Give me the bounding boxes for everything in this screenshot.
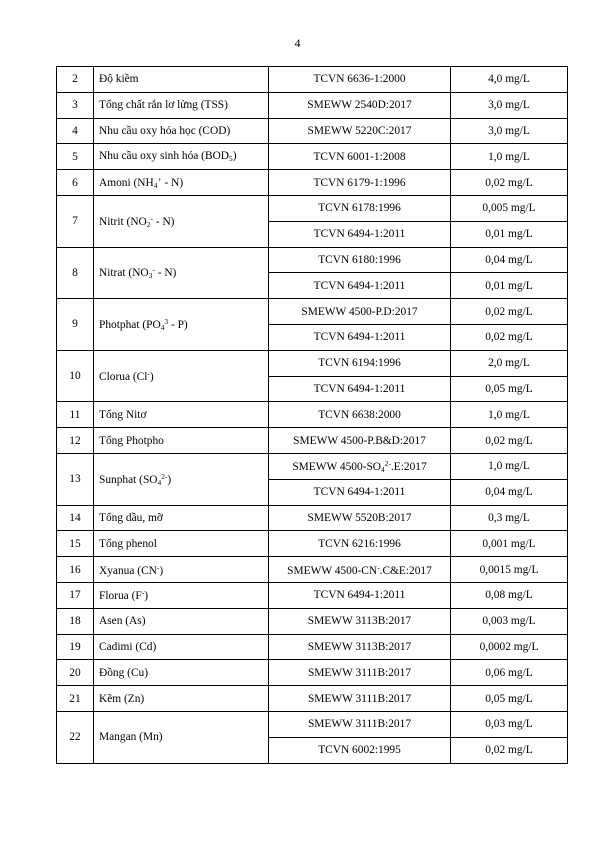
test-method: TCVN 6494-1:2011 bbox=[269, 479, 451, 505]
detection-limit: 0,01 mg/L bbox=[451, 273, 568, 299]
detection-limit: 2,0 mg/L bbox=[451, 350, 568, 376]
test-method: TCVN 6494-1:2011 bbox=[269, 376, 451, 402]
test-method: SMEWW 3111B:2017 bbox=[269, 711, 451, 737]
table-row bbox=[57, 299, 568, 325]
test-method: SMEWW $4500-SO_4^{2-}.E:2017$ bbox=[269, 453, 451, 479]
test-method: SMEWW 3111B:2017 bbox=[269, 686, 451, 712]
page-number: 4 bbox=[294, 36, 301, 50]
parameter-name: Clorua (Cl-) bbox=[94, 350, 269, 402]
row-number: 19 bbox=[57, 634, 94, 660]
test-method: TCVN 6216:1996 bbox=[269, 531, 451, 557]
parameter-name: Kẽm (Zn) bbox=[94, 686, 269, 712]
test-method: TCVN 6180:1996 bbox=[269, 247, 451, 273]
row-number: 21 bbox=[57, 686, 94, 712]
test-method: TCVN 6494-1:2011 bbox=[269, 273, 451, 299]
test-method: SMEWW 4500-P.D:2017 bbox=[269, 299, 451, 325]
detection-limit: 0,02 mg/L bbox=[451, 170, 568, 196]
test-method: SMEWW 5220C:2017 bbox=[269, 118, 451, 144]
row-number: 18 bbox=[57, 608, 94, 634]
row-number: 15 bbox=[57, 531, 94, 557]
row-number: 20 bbox=[57, 660, 94, 686]
row-number: 11 bbox=[57, 402, 94, 428]
table-row bbox=[57, 686, 568, 712]
test-method: SMEWW 4500-CN-.C&E:2017 bbox=[269, 557, 451, 583]
table-row bbox=[57, 92, 568, 118]
test-method: TCVN 6494-1:2011 bbox=[269, 582, 451, 608]
parameter-name: Nhu cầu oxy hóa học (COD) bbox=[94, 118, 269, 144]
detection-limit: 0,05 mg/L bbox=[451, 686, 568, 712]
detection-limit: 3,0 mg/L bbox=[451, 118, 568, 144]
table-row bbox=[57, 634, 568, 660]
test-method: TCVN 6194:1996 bbox=[269, 350, 451, 376]
detection-limit: 1,0 mg/L bbox=[451, 453, 568, 479]
detection-limit: 0,04 mg/L bbox=[451, 247, 568, 273]
test-method: SMEWW 3111B:2017 bbox=[269, 660, 451, 686]
table-row bbox=[57, 247, 568, 273]
parameter-name: Tổng phenol bbox=[94, 531, 269, 557]
parameter-name: Nitrit $(NO_2^- - N)$ bbox=[94, 195, 269, 247]
row-number: 12 bbox=[57, 428, 94, 454]
row-number: 17 bbox=[57, 582, 94, 608]
row-number: 16 bbox=[57, 557, 94, 583]
test-method: SMEWW 3113B:2017 bbox=[269, 608, 451, 634]
test-method: TCVN 6179-1:1996 bbox=[269, 170, 451, 196]
test-method: TCVN 6001-1:2008 bbox=[269, 144, 451, 170]
parameter-name: Sunphat $(SO_4^{2-})$ bbox=[94, 453, 269, 505]
table-row bbox=[57, 144, 568, 170]
row-number: 5 bbox=[57, 144, 94, 170]
table-row bbox=[57, 402, 568, 428]
test-method: SMEWW 2540D:2017 bbox=[269, 92, 451, 118]
detection-limit: 0,02 mg/L bbox=[451, 299, 568, 325]
test-method: TCVN 6636-1:2000 bbox=[269, 67, 451, 93]
row-number: 2 bbox=[57, 67, 94, 93]
parameter-name: Tổng dầu, mỡ bbox=[94, 505, 269, 531]
row-number: 6 bbox=[57, 170, 94, 196]
row-number: 8 bbox=[57, 247, 94, 299]
table-row bbox=[57, 660, 568, 686]
detection-limit: 3,0 mg/L bbox=[451, 92, 568, 118]
test-method: TCVN 6494-1:2011 bbox=[269, 324, 451, 350]
parameter-name: Florua (F-) bbox=[94, 582, 269, 608]
detection-limit: 0,003 mg/L bbox=[451, 608, 568, 634]
row-number: 22 bbox=[57, 711, 94, 763]
parameter-name: Photphat $(PO_4^3 - P)$ bbox=[94, 299, 269, 351]
detection-limit: 0,03 mg/L bbox=[451, 711, 568, 737]
table-row bbox=[57, 170, 568, 196]
table-row bbox=[57, 67, 568, 93]
test-method: TCVN 6002:1995 bbox=[269, 737, 451, 763]
row-number: 10 bbox=[57, 350, 94, 402]
row-number: 4 bbox=[57, 118, 94, 144]
table-row bbox=[57, 350, 568, 376]
detection-limit: 0,01 mg/L bbox=[451, 221, 568, 247]
parameter-name: Asen (As) bbox=[94, 608, 269, 634]
table-row bbox=[57, 582, 568, 608]
table-row bbox=[57, 195, 568, 221]
parameters-table bbox=[56, 66, 568, 764]
table-row bbox=[57, 711, 568, 737]
table-row bbox=[57, 608, 568, 634]
parameters-table-body bbox=[57, 67, 568, 764]
detection-limit: 1,0 mg/L bbox=[451, 402, 568, 428]
detection-limit: 0,0002 mg/L bbox=[451, 634, 568, 660]
test-method: TCVN 6178:1996 bbox=[269, 195, 451, 221]
table-row bbox=[57, 428, 568, 454]
parameter-name: Đồng (Cu) bbox=[94, 660, 269, 686]
parameter-name: Nitrat $(NO_3^- - N)$ bbox=[94, 247, 269, 299]
detection-limit: 4,0 mg/L bbox=[451, 67, 568, 93]
table-row bbox=[57, 453, 568, 479]
detection-limit: 1,0 mg/L bbox=[451, 144, 568, 170]
parameter-name: Tổng chất rắn lơ lửng (TSS) bbox=[94, 92, 269, 118]
test-method: TCVN 6494-1:2011 bbox=[269, 221, 451, 247]
parameter-name: Amoni $(NH_4^+ - N)$ bbox=[94, 170, 269, 196]
parameter-name: Tổng Nitơ bbox=[94, 402, 269, 428]
table-row bbox=[57, 557, 568, 583]
parameter-name: Mangan (Mn) bbox=[94, 711, 269, 763]
row-number: 14 bbox=[57, 505, 94, 531]
row-number: 7 bbox=[57, 195, 94, 247]
parameter-name: Nhu cầu oxy sinh hóa $(BOD_5)$ bbox=[94, 144, 269, 170]
detection-limit: 0,04 mg/L bbox=[451, 479, 568, 505]
table-row bbox=[57, 118, 568, 144]
row-number: 3 bbox=[57, 92, 94, 118]
table-row bbox=[57, 531, 568, 557]
detection-limit: 0,02 mg/L bbox=[451, 737, 568, 763]
detection-limit: 0,02 mg/L bbox=[451, 324, 568, 350]
test-method: SMEWW 3113B:2017 bbox=[269, 634, 451, 660]
detection-limit: 0,3 mg/L bbox=[451, 505, 568, 531]
detection-limit: 0,08 mg/L bbox=[451, 582, 568, 608]
parameter-name: Xyanua (CN-) bbox=[94, 557, 269, 583]
detection-limit: 0,0015 mg/L bbox=[451, 557, 568, 583]
parameter-name: Độ kiềm bbox=[94, 67, 269, 93]
detection-limit: 0,005 mg/L bbox=[451, 195, 568, 221]
row-number: 9 bbox=[57, 299, 94, 351]
parameter-name: Cadimi (Cd) bbox=[94, 634, 269, 660]
test-method: SMEWW 5520B:2017 bbox=[269, 505, 451, 531]
test-method: TCVN 6638:2000 bbox=[269, 402, 451, 428]
parameter-name: Tổng Photpho bbox=[94, 428, 269, 454]
detection-limit: 0,02 mg/L bbox=[451, 428, 568, 454]
detection-limit: 0,05 mg/L bbox=[451, 376, 568, 402]
table-row bbox=[57, 505, 568, 531]
detection-limit: 0,06 mg/L bbox=[451, 660, 568, 686]
test-method: SMEWW 4500-P.B&D:2017 bbox=[269, 428, 451, 454]
detection-limit: 0,001 mg/L bbox=[451, 531, 568, 557]
row-number: 13 bbox=[57, 453, 94, 505]
